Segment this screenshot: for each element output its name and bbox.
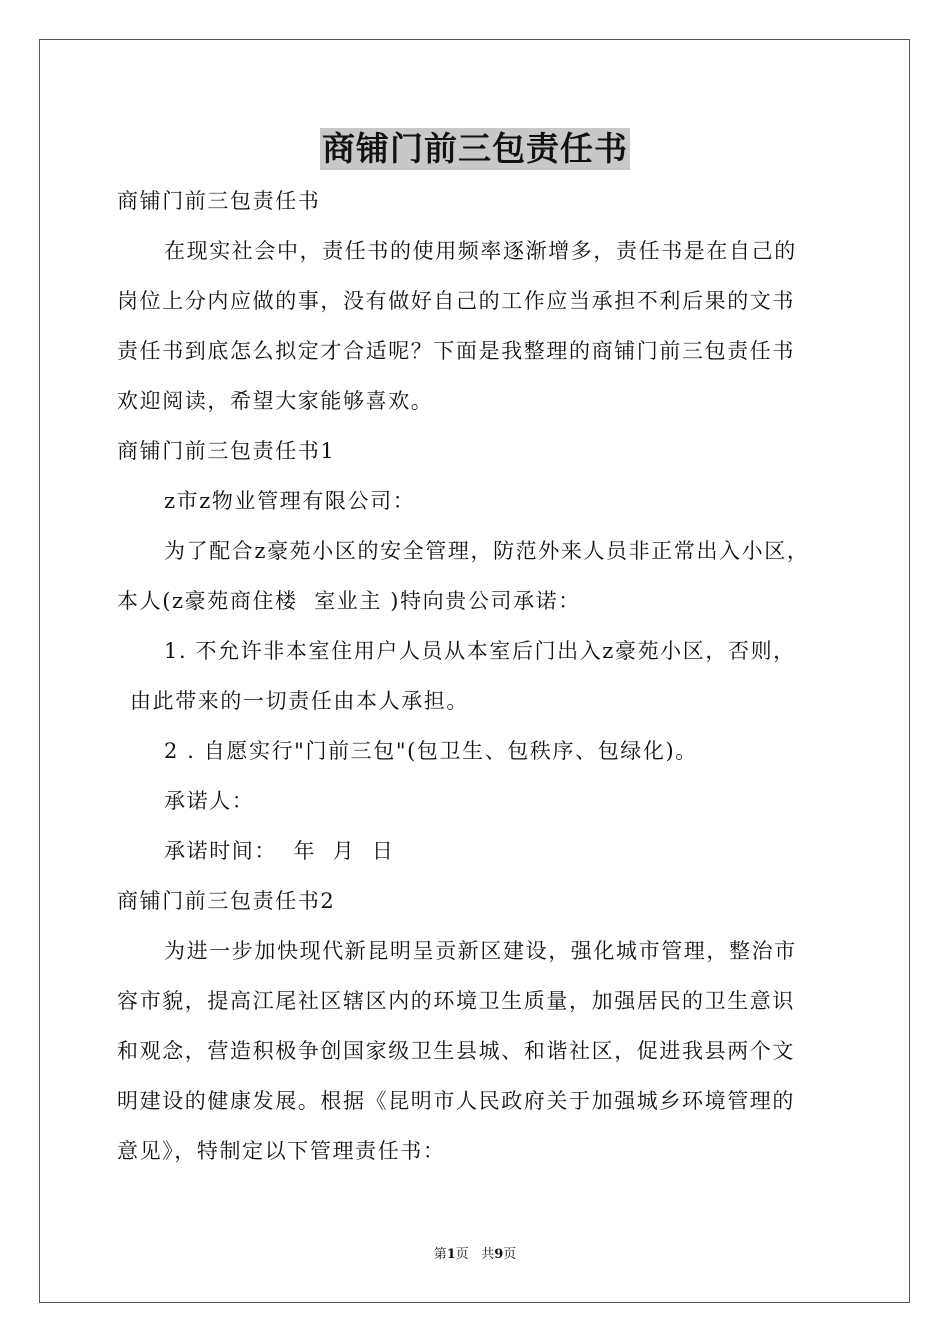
text-line: 容市貌，提高江尾社区辖区内的环境卫生质量，加强居民的卫生意识 [117,989,795,1013]
text-line: 意见》，特制定以下管理责任书： [117,1139,446,1163]
text-line: 由此带来的一切责任由本人承担。 [130,689,469,713]
text-line: 商铺门前三包责任书 [117,189,321,213]
text-line: 岗位上分内应做的事，没有做好自己的工作应当承担不利后果的文书 [117,289,795,313]
text-line: 欢迎阅读，希望大家能够喜欢。 [117,389,434,413]
text-line: 为进一步加快现代新昆明呈贡新区建设，强化城市管理，整治市 [164,939,797,963]
text-line: z市z物业管理有限公司： [164,489,416,513]
title-container [0,128,950,170]
text-line: 承诺人： [164,789,255,813]
text-line: 在现实社会中，责任书的使用频率逐渐增多，责任书是在自己的 [164,239,797,263]
document-body [117,176,837,1176]
total-page-number: 9 [494,1247,504,1262]
text-line: 本人(z豪苑商住楼 室业主 )特向贵公司承诺： [117,589,581,613]
text-line: 和观念，营造积极争创国家级卫生县城、和谐社区，促进我县两个文 [117,1039,795,1063]
current-page-number: 1 [446,1247,456,1262]
text-line: 1. 不允许非本室住用户人员从本室后门出入z豪苑小区，否则， [164,639,796,663]
text-line: 责任书到底怎么拟定才合适呢？下面是我整理的商铺门前三包责任书 [117,339,795,363]
text-line: 商铺门前三包责任书2 [117,889,336,913]
text-line: 商铺门前三包责任书1 [117,439,336,463]
text-line: 明建设的健康发展。根据《昆明市人民政府关于加强城乡环境管理的 [117,1089,795,1113]
text-line: 为了配合z豪苑小区的安全管理，防范外来人员非正常出入小区， [164,539,810,563]
page-label-suffix: 页 [455,1247,469,1262]
text-line: 2 . 自愿实行"门前三包"(包卫生、包秩序、包绿化)。 [164,739,698,763]
total-label-prefix: 共 [481,1247,495,1262]
total-label-suffix: 页 [503,1247,517,1262]
text-line: 承诺时间： 年 月 日 [164,839,395,863]
page-footer [0,1246,950,1264]
document-title: 商铺门前三包责任书 [322,129,628,168]
page-label-prefix: 第 [433,1247,447,1262]
